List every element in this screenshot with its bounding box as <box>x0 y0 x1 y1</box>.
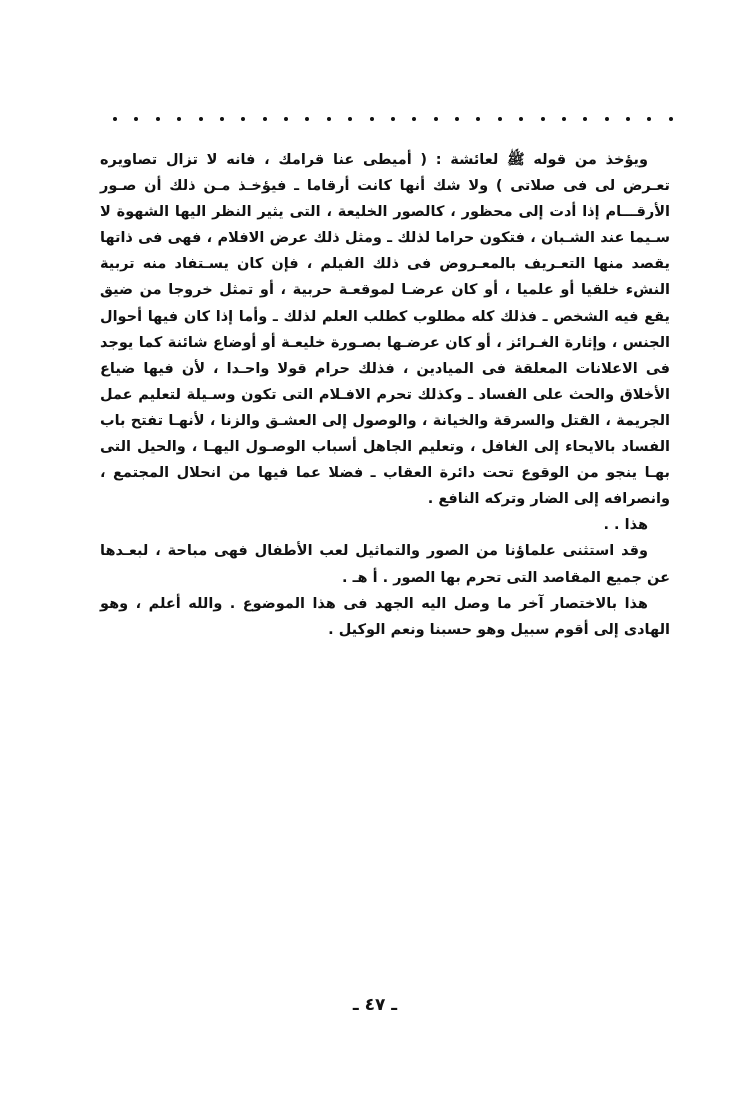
main-text <box>100 147 670 643</box>
paragraph: هذا بالاختصار آخر ما وصل اليه الجهد فى هذا الموضوع . والله أعلم ، وهو الهادى إلى أقوم سبيل وهو حسبنا ونعم الوكيل . <box>100 595 670 638</box>
dotted-header-rule <box>113 114 673 124</box>
paragraph: وقد استثنى علماؤنا من الصور والتماثيل لعب الأطفال فهى مباحة ، لبعـدها عن جميع المقاصد التى تحرم بها الصور . أ هـ . <box>100 543 670 586</box>
paragraph: هذا . . <box>603 517 648 534</box>
page-number: ـ ٤٧ ـ <box>352 995 398 1015</box>
paragraph: ويؤخذ من قوله ﷺ لعائشة : ( أميطى عنا قرامك ، فانه لا تزال تصاويره تعـرض لى فى صلاتى ) ولا شك أنها كانت أرقاما ـ فيؤخـذ مـن ذلك أن صـور الأرقـــام إذا أدت إلى محظور ، كالصور الخليعة ، التى يثير النظر اليها الشهوة لا سـيما عند الشـبان ، فتكون حراما لذلك ـ ومثل ذلك عرض الافلام ، فهى فى ذاتها يقصد منها التعـريف بالمعـروض فى ذلك الفيلم ، فإن كان يسـتفاد منه تربية النشء خلقيا أو علميا ، أو كان عرضـا لموقعـة حربية ، أو تمثل خروجا من ضيق يقع فيه الشخص ـ فذلك كله مطلوب كطلب العلم لذلك ـ وأما إذا كان فيها أحوال الجنس ، وإثارة الغـرائز ، أو كان عرضـها بصـورة خليعـة أو أوضاع شائنة كما يوجد فى الاعلانات المعلقة فى الميادين ، فذلك حرام قولا واحـدا ، لأن فيها ضياع الأخلاق والحث على الفساد ـ وكذلك تحرم الافـلام التى تكون وسـيلة لتعليم عمل الجريمة ، القتل والسرقة والخيانة ، والوصول إلى العشـق والزنا ، لأنهـا تفتح باب الفساد بالايحاء إلى الغافل ، وتعليم الجاهل أسباب الوصـول اليهـا ، والحيل التى بهـا ينجو من الوقوع تحت دائرة العقاب ـ فضلا عما فيها من انحلال المجتمع ، وانصرافه إلى الضار وتركه النافع . <box>100 152 670 508</box>
